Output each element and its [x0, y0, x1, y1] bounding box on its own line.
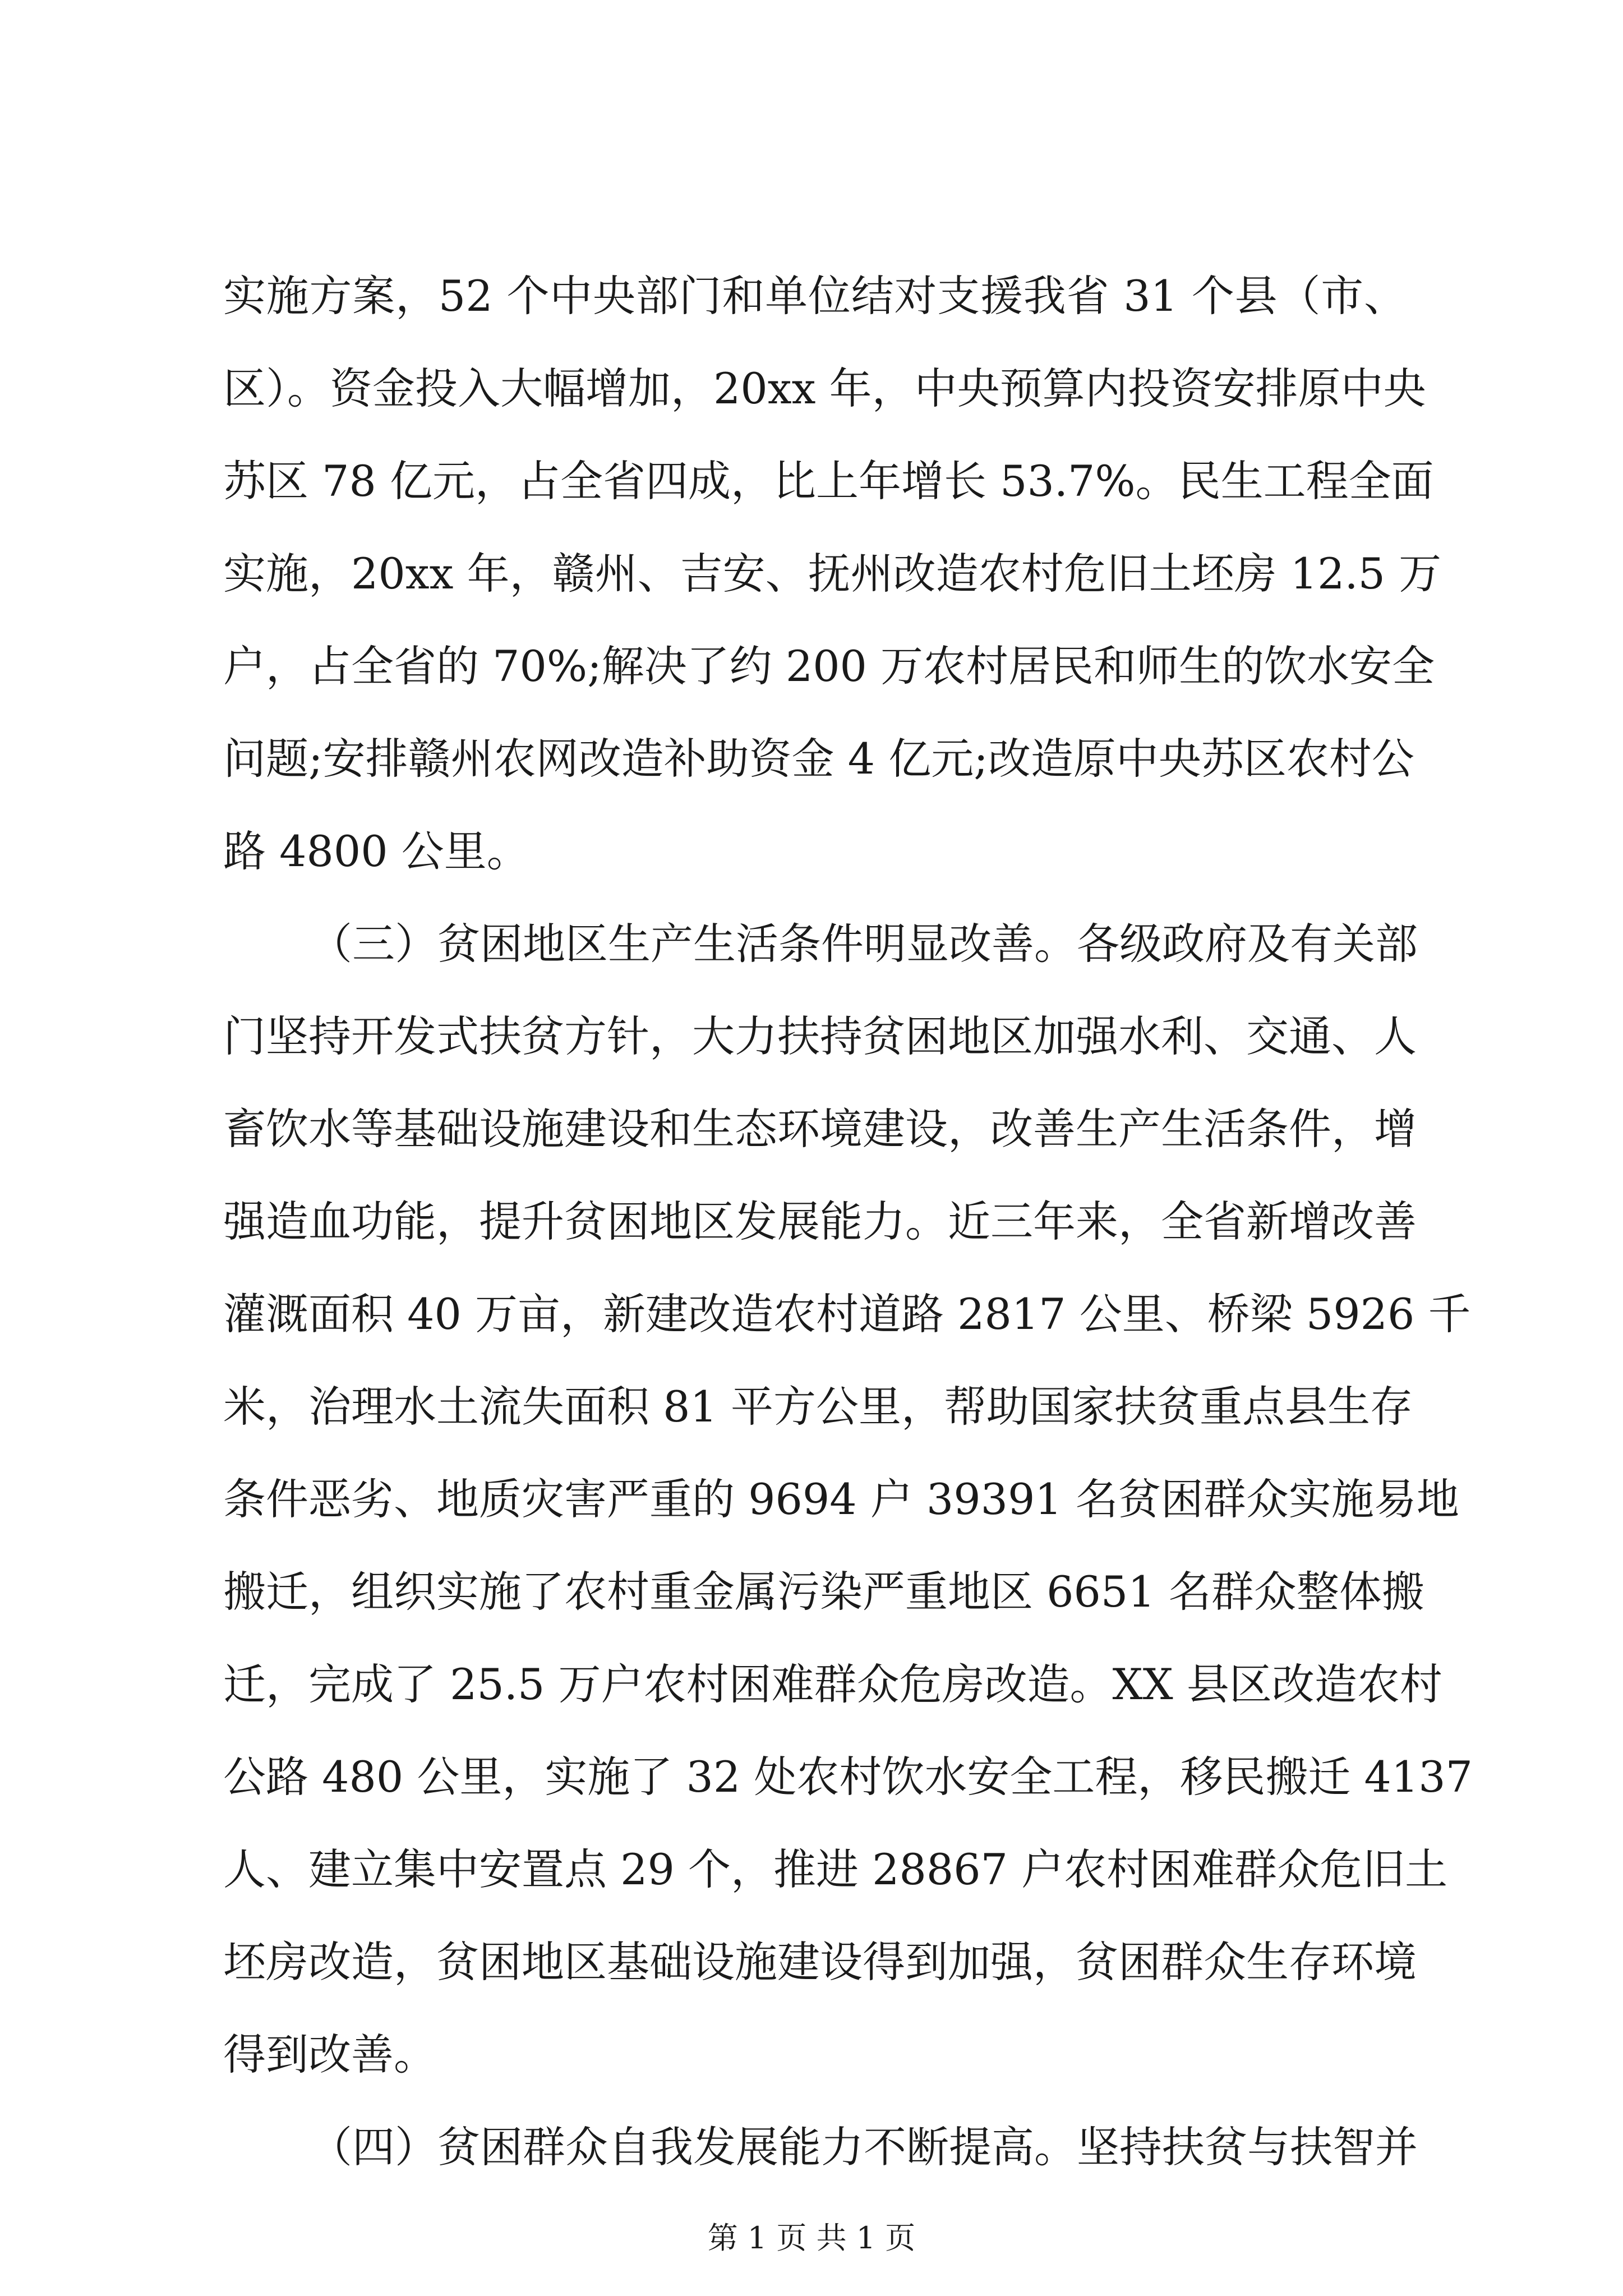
- body-text-line: 户，占全省的 70%;解决了约 200 万农村居民和师生的饮水安全: [223, 641, 1435, 691]
- body-text-line: 强造血功能，提升贫困地区发展能力。近三年来，全省新增改善: [223, 1197, 1417, 1246]
- paragraph-heading-line: （三）贫困地区生产生活条件明显改善。各级政府及有关部: [310, 919, 1418, 969]
- body-text-line: 苏区 78 亿元，占全省四成，比上年增长 53.7%。民生工程全面: [223, 456, 1434, 506]
- body-text-line: 迁，完成了 25.5 万户农村困难群众危房改造。XX 县区改造农村: [223, 1659, 1442, 1709]
- body-text-line: 条件恶劣、地质灾害严重的 9694 户 39391 名贫困群众实施易地: [223, 1474, 1459, 1524]
- body-text-line: 实施方案，52 个中央部门和单位结对支援我省 31 个县（市、: [223, 271, 1407, 321]
- body-text-line: 坯房改造，贫困地区基础设施建设得到加强，贫困群众生存环境: [223, 1937, 1417, 1987]
- body-text-line: 路 4800 公里。: [223, 826, 529, 876]
- page-footer: 第 1 页 共 1 页: [707, 2220, 916, 2256]
- body-text-line: 门坚持开发式扶贫方针，大力扶持贫困地区加强水利、交通、人: [223, 1011, 1417, 1061]
- body-text-line: 区）。资金投入大幅增加，20xx 年，中央预算内投资安排原中央: [223, 364, 1426, 413]
- body-text-line: 灌溉面积 40 万亩，新建改造农村道路 2817 公里、桥梁 5926 千: [223, 1289, 1471, 1339]
- body-text-line: 公路 480 公里，实施了 32 处农村饮水安全工程，移民搬迁 4137: [223, 1752, 1473, 1802]
- body-text-line: 搬迁，组织实施了农村重金属污染严重地区 6651 名群众整体搬: [223, 1567, 1424, 1617]
- body-text-line: 人、建立集中安置点 29 个，推进 28867 户农村困难群众危旧土: [223, 1844, 1448, 1894]
- body-text-line: 得到改善。: [223, 2030, 436, 2079]
- body-text-line: 问题;安排赣州农网改造补助资金 4 亿元;改造原中央苏区农村公: [223, 734, 1414, 784]
- body-text-line: 米，治理水土流失面积 81 平方公里，帮助国家扶贫重点县生存: [223, 1382, 1413, 1432]
- body-text-line: 实施，20xx 年，赣州、吉安、抚州改造农村危旧土坯房 12.5 万: [223, 549, 1442, 599]
- paragraph-heading-line: （四）贫困群众自我发展能力不断提高。坚持扶贫与扶智并: [310, 2122, 1418, 2172]
- body-text-line: 畜饮水等基础设施建设和生态环境建设，改善生产生活条件，增: [223, 1104, 1417, 1154]
